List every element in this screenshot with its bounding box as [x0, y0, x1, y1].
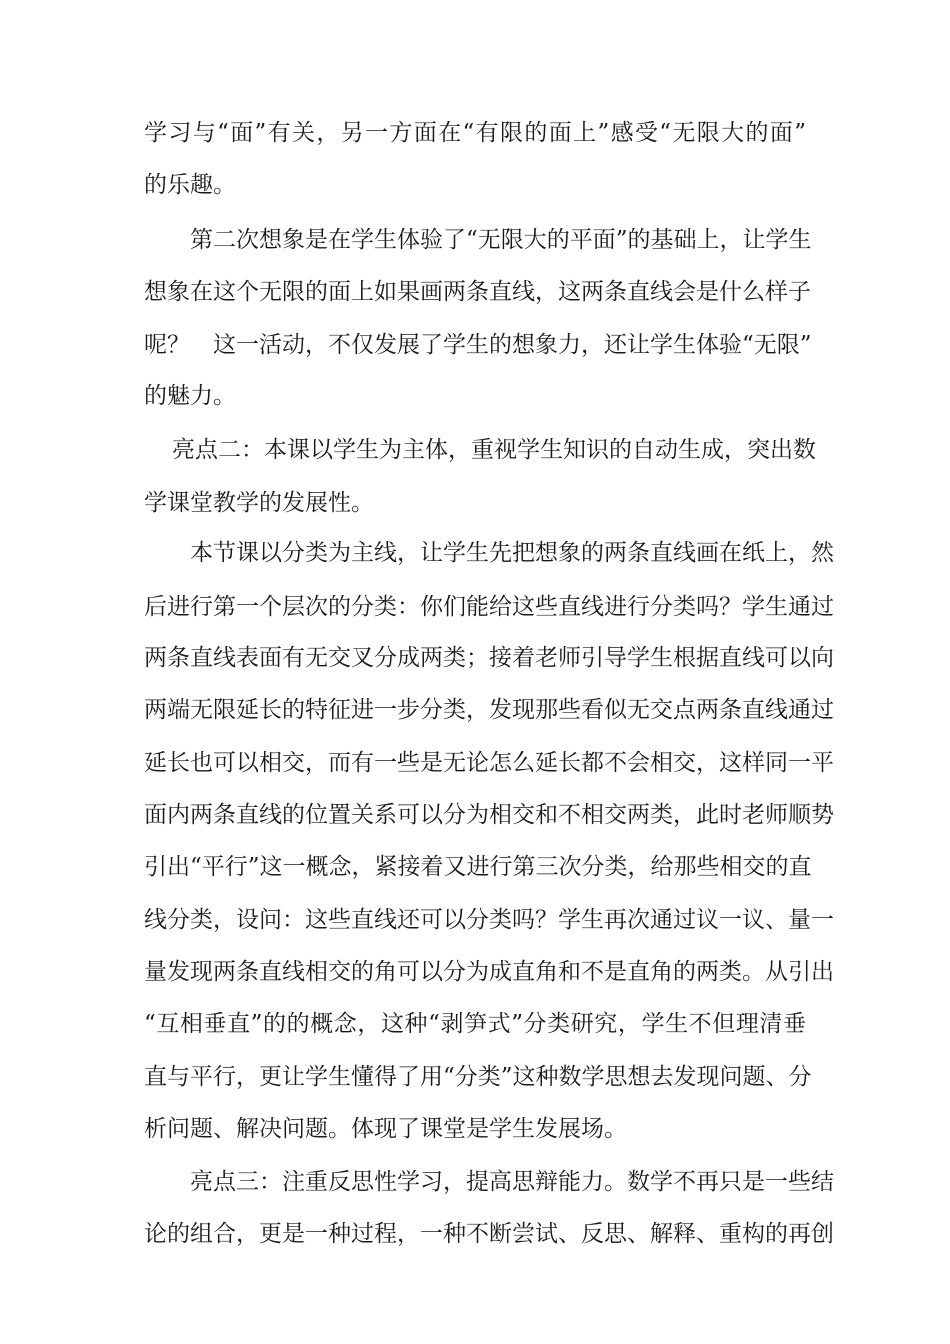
- text-line: 两端无限延长的特征进一步分类，发现那些看似无交点两条直线通过: [144, 697, 834, 723]
- text-line: “互相垂直”的的概念，这种“剥笋式”分类研究，学生不但理清垂: [144, 1011, 806, 1037]
- paragraph-start-line: 第二次想象是在学生体验了“无限大的平面”的基础上，让学生: [190, 227, 812, 253]
- text-line: 面内两条直线的位置关系可以分为相交和不相交两类，此时老师顺势: [144, 802, 834, 828]
- text-line: 学习与“面”有关，另一方面在“有限的面上”感受“无限大的面”: [144, 120, 806, 146]
- text-line: 学课堂教学的发展性。: [144, 490, 374, 516]
- paragraph-start-line: 亮点三：注重反思性学习，提高思辩能力。数学不再只是一些结: [190, 1169, 834, 1195]
- paragraph-start-line: 亮点二：本课以学生为主体，重视学生知识的自动生成，突出数: [172, 437, 816, 463]
- text-line: 后进行第一个层次的分类：你们能给这些直线进行分类吗？学生通过: [144, 594, 834, 620]
- paragraph-start-line: 本节课以分类为主线，让学生先把想象的两条直线画在纸上，然: [190, 540, 834, 566]
- text-line: 析问题、解决问题。体现了课堂是学生发展场。: [144, 1116, 627, 1142]
- text-line: 量发现两条直线相交的角可以分为成直角和不是直角的两类。从引出: [144, 959, 834, 985]
- text-line: 延长也可以相交，而有一些是无论怎么延长都不会相交，这样同一平: [144, 750, 834, 776]
- text-line: 的魅力。: [144, 383, 236, 409]
- text-line: 论的组合，更是一种过程，一种不断尝试、反思、解释、重构的再创: [144, 1221, 834, 1247]
- text-line: 的乐趣。: [144, 172, 236, 198]
- text-line: 引出“平行”这一概念，紧接着又进行第三次分类，给那些相交的直: [144, 854, 812, 880]
- text-line: 呢？ 这一活动，不仅发展了学生的想象力，还让学生体验“无限”: [144, 332, 812, 358]
- text-line: 线分类，设问：这些直线还可以分类吗？学生再次通过议一议、量一: [144, 907, 834, 933]
- text-line: 直与平行，更让学生懂得了用“分类”这种数学思想去发现问题、分: [144, 1064, 812, 1090]
- text-line: 想象在这个无限的面上如果画两条直线，这两条直线会是什么样子: [144, 279, 811, 305]
- text-line: 两条直线表面有无交叉分成两类；接着老师引导学生根据直线可以向: [144, 645, 834, 671]
